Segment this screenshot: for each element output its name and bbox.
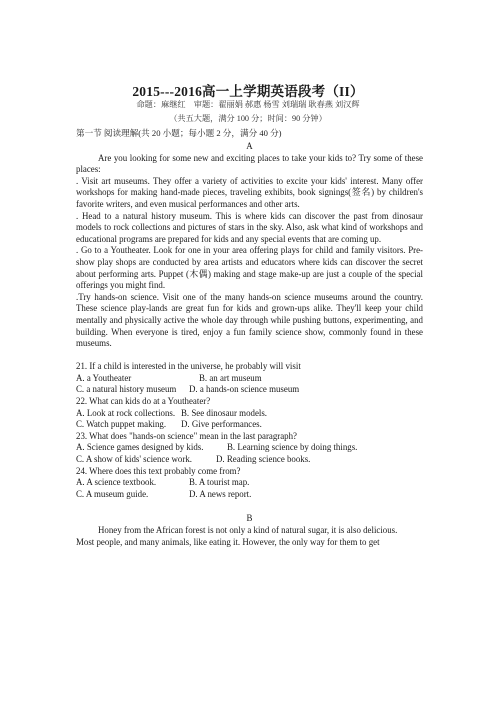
passage-a-label: A: [246, 141, 253, 151]
option: A. a Youtheater: [76, 372, 132, 383]
option: D. Reading science books.: [216, 454, 311, 465]
option: A. A science textbook.: [76, 477, 157, 488]
question-stem: 21. If a child is interested in the universe, he probably will visit: [76, 361, 301, 372]
passage-b-paragraph: Honey from the African forest is not only a kind of natural sugar, it is also delicious.: [98, 525, 398, 535]
option: B. See dinosaur models.: [181, 407, 268, 418]
section-heading: 第一节 阅读理解(共 20 小题；每小题 2 分，满分 40 分): [76, 128, 282, 138]
option: A. Look at rock collections.: [76, 407, 176, 418]
passage-b-paragraph: Most people, and many animals, like eating it. However, the only way for them to get: [76, 536, 380, 547]
passage-b-label: B: [246, 513, 253, 524]
option: A. Science games designed by kids.: [76, 442, 204, 453]
option: D. A news report.: [189, 488, 252, 499]
option-row: [76, 489, 423, 501]
option-row: [76, 454, 423, 466]
option: B. Learning science by doing things.: [227, 442, 358, 453]
option-row: [76, 408, 423, 420]
question-stem: 23. What does "hands-on science" mean in the last paragraph?: [76, 430, 297, 441]
option-row: [76, 419, 423, 431]
option: D. Give performances.: [181, 419, 262, 430]
exam-title: 2015---2016高一上学期英语段考（II）: [132, 84, 364, 99]
author-line: 命题：麻继红 审题：翟丽娟 郝惠 杨雪 刘瑞瑞 耿春燕 刘汉辉: [136, 100, 360, 109]
option: D. a hands-on science museum: [189, 384, 300, 395]
option-row: [76, 442, 423, 454]
option: C. A museum guide.: [76, 488, 149, 499]
question-stem: 22. What can kids do at a Youtheater?: [76, 396, 211, 407]
exam-content: [76, 141, 423, 548]
passage-a-paragraph: . Visit art museums. They offer a variety of activities to excite your kids' interest. Many offer workshops for making hand-made pieces, traveling exhibits, book signings(签名) by children's favorite writers, and even musical performances and other arts.: [76, 175, 423, 209]
passage-a-paragraph: . Head to a natural history museum. This is where kids can discover the past from dinosaur models to rock collections and pictures of stars in the sky. Also, ask what kind of workshops and educational programs are prepared for kids and any special events that are coming up.: [76, 210, 423, 244]
spacer: [76, 350, 423, 362]
passage-a-paragraph: .Try hands-on science. Visit one of the many hands-on science museums around the country. These science play-lands are great fun for kids and grown-ups alike. They'll keep your child mentally and physically active the whole day through while pushing buttons, experimenting, and building. When everyone is tired, enjoy a fun family science show, commonly found in these museums.: [76, 291, 423, 349]
passage-a-paragraph: . Go to a Youtheater. Look for one in your area offering plays for child and family visitors. Pre-show play shops are conducted by area artists and educators where kids can discover the secret about performing arts. Puppet (木偶) making and stage make-up are just a couple of the special offerings you might find.: [76, 245, 423, 291]
spacer: [76, 500, 423, 513]
option: C. a natural history museum: [76, 384, 177, 395]
option-row: [76, 373, 423, 385]
passage-a-intro: Are you looking for some new and exciting places to take your kids to? Try some of these places:: [76, 152, 423, 175]
option-row: [76, 477, 423, 489]
exam-meta: （共五大题，满分 100 分；时间：90 分钟）: [169, 114, 327, 123]
option: C. Watch puppet making.: [76, 419, 167, 430]
option-row: [76, 384, 423, 396]
option: C. A show of kids' science work.: [76, 454, 192, 465]
option: B. A tourist map.: [189, 477, 250, 488]
question-stem: 24. Where does this text probably come from?: [76, 465, 241, 476]
option: B. an art museum: [199, 372, 262, 383]
